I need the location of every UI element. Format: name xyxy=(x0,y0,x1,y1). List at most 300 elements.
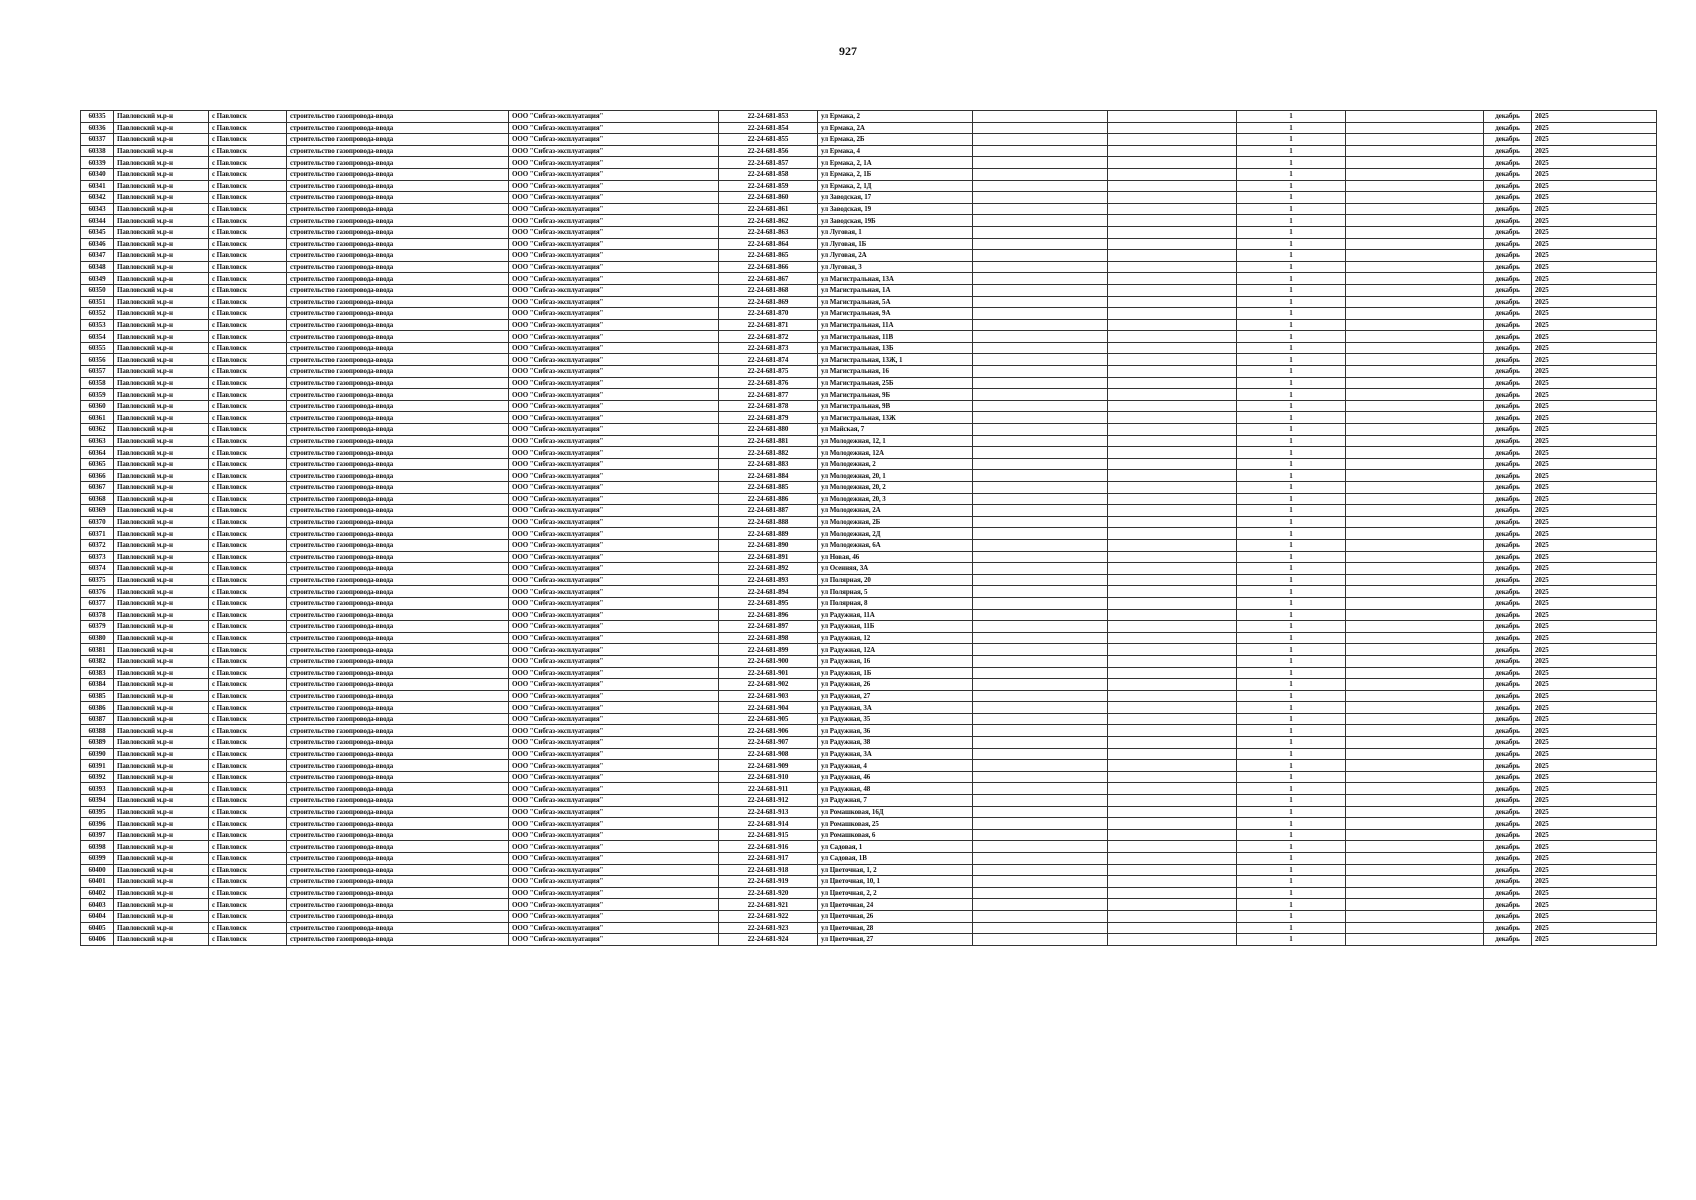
code-cell: 22-24-681-912 xyxy=(719,795,818,807)
table-row xyxy=(81,111,1657,123)
address-cell: ул Новая, 46 xyxy=(818,551,973,563)
month-cell: декабрь xyxy=(1484,122,1532,134)
settlement-cell: с Павловск xyxy=(209,887,287,899)
empty-cell xyxy=(973,887,1108,899)
address-cell: ул Полярная, 5 xyxy=(818,586,973,598)
empty-cell xyxy=(973,458,1108,470)
quantity-cell: 1 xyxy=(1237,655,1346,667)
address-cell: ул Радужная, 36 xyxy=(818,725,973,737)
month-cell: декабрь xyxy=(1484,342,1532,354)
organization-cell: ООО "Сибгаз-эксплуатация" xyxy=(509,621,719,633)
empty-cell xyxy=(1346,342,1484,354)
empty-cell xyxy=(1108,261,1237,273)
year-cell: 2025 xyxy=(1532,702,1657,714)
table-row xyxy=(81,157,1657,169)
work-type-cell: строительство газопровода-ввода xyxy=(287,284,509,296)
empty-cell xyxy=(973,296,1108,308)
month-cell: декабрь xyxy=(1484,818,1532,830)
row-number: 60387 xyxy=(81,713,114,725)
settlement-cell: с Павловск xyxy=(209,435,287,447)
code-cell: 22-24-681-899 xyxy=(719,644,818,656)
district-cell: Павловский м.р-н xyxy=(114,516,209,528)
code-cell: 22-24-681-891 xyxy=(719,551,818,563)
empty-cell xyxy=(1346,273,1484,285)
address-cell: ул Луговая, 1 xyxy=(818,226,973,238)
settlement-cell: с Павловск xyxy=(209,145,287,157)
organization-cell: ООО "Сибгаз-эксплуатация" xyxy=(509,273,719,285)
empty-cell xyxy=(1108,366,1237,378)
table-row xyxy=(81,180,1657,192)
year-cell: 2025 xyxy=(1532,725,1657,737)
code-cell: 22-24-681-920 xyxy=(719,887,818,899)
year-cell: 2025 xyxy=(1532,505,1657,517)
work-type-cell: строительство газопровода-ввода xyxy=(287,876,509,888)
quantity-cell: 1 xyxy=(1237,435,1346,447)
address-cell: ул Полярная, 8 xyxy=(818,597,973,609)
empty-cell xyxy=(1346,725,1484,737)
work-type-cell: строительство газопровода-ввода xyxy=(287,482,509,494)
organization-cell: ООО "Сибгаз-эксплуатация" xyxy=(509,284,719,296)
empty-cell xyxy=(973,934,1108,946)
year-cell: 2025 xyxy=(1532,516,1657,528)
row-number: 60376 xyxy=(81,586,114,598)
settlement-cell: с Павловск xyxy=(209,853,287,865)
code-cell: 22-24-681-895 xyxy=(719,597,818,609)
table-row xyxy=(81,354,1657,366)
month-cell: декабрь xyxy=(1484,609,1532,621)
year-cell: 2025 xyxy=(1532,644,1657,656)
month-cell: декабрь xyxy=(1484,134,1532,146)
code-cell: 22-24-681-901 xyxy=(719,667,818,679)
month-cell: декабрь xyxy=(1484,597,1532,609)
empty-cell xyxy=(973,760,1108,772)
month-cell: декабрь xyxy=(1484,308,1532,320)
empty-cell xyxy=(1108,864,1237,876)
district-cell: Павловский м.р-н xyxy=(114,841,209,853)
code-cell: 22-24-681-881 xyxy=(719,435,818,447)
address-cell: ул Ермака, 2А xyxy=(818,122,973,134)
district-cell: Павловский м.р-н xyxy=(114,168,209,180)
table-row xyxy=(81,713,1657,725)
month-cell: декабрь xyxy=(1484,226,1532,238)
month-cell: декабрь xyxy=(1484,737,1532,749)
address-cell: ул Ермака, 2 xyxy=(818,111,973,123)
row-number: 60391 xyxy=(81,760,114,772)
empty-cell xyxy=(1346,308,1484,320)
quantity-cell: 1 xyxy=(1237,458,1346,470)
month-cell: декабрь xyxy=(1484,702,1532,714)
year-cell: 2025 xyxy=(1532,934,1657,946)
work-type-cell: строительство газопровода-ввода xyxy=(287,539,509,551)
district-cell: Павловский м.р-н xyxy=(114,771,209,783)
empty-cell xyxy=(1346,134,1484,146)
row-number: 60386 xyxy=(81,702,114,714)
quantity-cell: 1 xyxy=(1237,679,1346,691)
table-row xyxy=(81,563,1657,575)
quantity-cell: 1 xyxy=(1237,586,1346,598)
empty-cell xyxy=(1346,424,1484,436)
month-cell: декабрь xyxy=(1484,250,1532,262)
month-cell: декабрь xyxy=(1484,806,1532,818)
table-row xyxy=(81,168,1657,180)
district-cell: Павловский м.р-н xyxy=(114,400,209,412)
empty-cell xyxy=(973,493,1108,505)
work-type-cell: строительство газопровода-ввода xyxy=(287,203,509,215)
empty-cell xyxy=(1346,864,1484,876)
empty-cell xyxy=(973,331,1108,343)
organization-cell: ООО "Сибгаз-эксплуатация" xyxy=(509,841,719,853)
code-cell: 22-24-681-886 xyxy=(719,493,818,505)
address-cell: ул Магистральная, 5А xyxy=(818,296,973,308)
month-cell: декабрь xyxy=(1484,470,1532,482)
organization-cell: ООО "Сибгаз-эксплуатация" xyxy=(509,111,719,123)
address-cell: ул Магистральная, 25Б xyxy=(818,377,973,389)
work-type-cell: строительство газопровода-ввода xyxy=(287,655,509,667)
empty-cell xyxy=(1108,539,1237,551)
table-row xyxy=(81,899,1657,911)
quantity-cell: 1 xyxy=(1237,447,1346,459)
month-cell: декабрь xyxy=(1484,482,1532,494)
address-cell: ул Молодежная, 2А xyxy=(818,505,973,517)
empty-cell xyxy=(973,922,1108,934)
settlement-cell: с Павловск xyxy=(209,574,287,586)
quantity-cell: 1 xyxy=(1237,516,1346,528)
address-cell: ул Ермака, 2, 1Б xyxy=(818,168,973,180)
code-cell: 22-24-681-879 xyxy=(719,412,818,424)
row-number: 60360 xyxy=(81,400,114,412)
organization-cell: ООО "Сибгаз-эксплуатация" xyxy=(509,261,719,273)
organization-cell: ООО "Сибгаз-эксплуатация" xyxy=(509,447,719,459)
empty-cell xyxy=(1346,261,1484,273)
address-cell: ул Молодежная, 20, 3 xyxy=(818,493,973,505)
row-number: 60401 xyxy=(81,876,114,888)
quantity-cell: 1 xyxy=(1237,354,1346,366)
empty-cell xyxy=(973,574,1108,586)
organization-cell: ООО "Сибгаз-эксплуатация" xyxy=(509,134,719,146)
year-cell: 2025 xyxy=(1532,679,1657,691)
district-cell: Павловский м.р-н xyxy=(114,319,209,331)
district-cell: Павловский м.р-н xyxy=(114,296,209,308)
empty-cell xyxy=(973,145,1108,157)
district-cell: Павловский м.р-н xyxy=(114,250,209,262)
empty-cell xyxy=(1108,424,1237,436)
code-cell: 22-24-681-903 xyxy=(719,690,818,702)
empty-cell xyxy=(1108,203,1237,215)
empty-cell xyxy=(1346,412,1484,424)
settlement-cell: с Павловск xyxy=(209,482,287,494)
organization-cell: ООО "Сибгаз-эксплуатация" xyxy=(509,783,719,795)
code-cell: 22-24-681-910 xyxy=(719,771,818,783)
quantity-cell: 1 xyxy=(1237,597,1346,609)
empty-cell xyxy=(1108,667,1237,679)
empty-cell xyxy=(973,447,1108,459)
address-cell: ул Луговая, 2А xyxy=(818,250,973,262)
work-type-cell: строительство газопровода-ввода xyxy=(287,192,509,204)
month-cell: декабрь xyxy=(1484,690,1532,702)
empty-cell xyxy=(973,806,1108,818)
month-cell: декабрь xyxy=(1484,516,1532,528)
settlement-cell: с Павловск xyxy=(209,238,287,250)
settlement-cell: с Павловск xyxy=(209,551,287,563)
year-cell: 2025 xyxy=(1532,296,1657,308)
month-cell: декабрь xyxy=(1484,493,1532,505)
row-number: 60373 xyxy=(81,551,114,563)
work-type-cell: строительство газопровода-ввода xyxy=(287,238,509,250)
work-type-cell: строительство газопровода-ввода xyxy=(287,748,509,760)
table-row xyxy=(81,424,1657,436)
empty-cell xyxy=(1346,609,1484,621)
organization-cell: ООО "Сибгаз-эксплуатация" xyxy=(509,366,719,378)
empty-cell xyxy=(1346,458,1484,470)
settlement-cell: с Павловск xyxy=(209,621,287,633)
district-cell: Павловский м.р-н xyxy=(114,644,209,656)
organization-cell: ООО "Сибгаз-эксплуатация" xyxy=(509,482,719,494)
work-type-cell: строительство газопровода-ввода xyxy=(287,690,509,702)
table-row xyxy=(81,737,1657,749)
organization-cell: ООО "Сибгаз-эксплуатация" xyxy=(509,806,719,818)
district-cell: Павловский м.р-н xyxy=(114,482,209,494)
settlement-cell: с Павловск xyxy=(209,713,287,725)
address-cell: ул Магистральная, 9В xyxy=(818,400,973,412)
table-row xyxy=(81,539,1657,551)
settlement-cell: с Павловск xyxy=(209,632,287,644)
address-cell: ул Радужная, 3А xyxy=(818,748,973,760)
row-number: 60348 xyxy=(81,261,114,273)
empty-cell xyxy=(1346,748,1484,760)
organization-cell: ООО "Сибгаз-эксплуатация" xyxy=(509,910,719,922)
year-cell: 2025 xyxy=(1532,621,1657,633)
empty-cell xyxy=(1108,226,1237,238)
code-cell: 22-24-681-876 xyxy=(719,377,818,389)
address-cell: ул Молодежная, 20, 1 xyxy=(818,470,973,482)
work-type-cell: строительство газопровода-ввода xyxy=(287,609,509,621)
row-number: 60339 xyxy=(81,157,114,169)
year-cell: 2025 xyxy=(1532,841,1657,853)
month-cell: декабрь xyxy=(1484,435,1532,447)
code-cell: 22-24-681-896 xyxy=(719,609,818,621)
table-row xyxy=(81,725,1657,737)
quantity-cell: 1 xyxy=(1237,574,1346,586)
organization-cell: ООО "Сибгаз-эксплуатация" xyxy=(509,157,719,169)
organization-cell: ООО "Сибгаз-эксплуатация" xyxy=(509,934,719,946)
district-cell: Павловский м.р-н xyxy=(114,528,209,540)
quantity-cell: 1 xyxy=(1237,168,1346,180)
empty-cell xyxy=(1108,887,1237,899)
address-cell: ул Магистральная, 13Ж, 1 xyxy=(818,354,973,366)
empty-cell xyxy=(1108,331,1237,343)
empty-cell xyxy=(973,899,1108,911)
year-cell: 2025 xyxy=(1532,331,1657,343)
quantity-cell: 1 xyxy=(1237,528,1346,540)
empty-cell xyxy=(973,690,1108,702)
work-type-cell: строительство газопровода-ввода xyxy=(287,771,509,783)
quantity-cell: 1 xyxy=(1237,192,1346,204)
empty-cell xyxy=(1108,284,1237,296)
table-row xyxy=(81,795,1657,807)
empty-cell xyxy=(1108,412,1237,424)
month-cell: декабрь xyxy=(1484,899,1532,911)
work-type-cell: строительство газопровода-ввода xyxy=(287,505,509,517)
organization-cell: ООО "Сибгаз-эксплуатация" xyxy=(509,563,719,575)
quantity-cell: 1 xyxy=(1237,887,1346,899)
table-row xyxy=(81,250,1657,262)
work-type-cell: строительство газопровода-ввода xyxy=(287,296,509,308)
row-number: 60355 xyxy=(81,342,114,354)
address-cell: ул Заводская, 17 xyxy=(818,192,973,204)
row-number: 60366 xyxy=(81,470,114,482)
row-number: 60361 xyxy=(81,412,114,424)
empty-cell xyxy=(1346,910,1484,922)
organization-cell: ООО "Сибгаз-эксплуатация" xyxy=(509,238,719,250)
table-row xyxy=(81,273,1657,285)
month-cell: декабрь xyxy=(1484,331,1532,343)
address-cell: ул Радужная, 48 xyxy=(818,783,973,795)
district-cell: Павловский м.р-н xyxy=(114,215,209,227)
empty-cell xyxy=(1108,528,1237,540)
empty-cell xyxy=(1108,574,1237,586)
settlement-cell: с Павловск xyxy=(209,157,287,169)
row-number: 60405 xyxy=(81,922,114,934)
work-type-cell: строительство газопровода-ввода xyxy=(287,632,509,644)
row-number: 60371 xyxy=(81,528,114,540)
address-cell: ул Магистральная, 9А xyxy=(818,308,973,320)
code-cell: 22-24-681-863 xyxy=(719,226,818,238)
table-row xyxy=(81,551,1657,563)
settlement-cell: с Павловск xyxy=(209,250,287,262)
empty-cell xyxy=(973,215,1108,227)
row-number: 60380 xyxy=(81,632,114,644)
row-number: 60395 xyxy=(81,806,114,818)
empty-cell xyxy=(973,203,1108,215)
quantity-cell: 1 xyxy=(1237,377,1346,389)
address-cell: ул Полярная, 20 xyxy=(818,574,973,586)
empty-cell xyxy=(973,111,1108,123)
year-cell: 2025 xyxy=(1532,667,1657,679)
organization-cell: ООО "Сибгаз-эксплуатация" xyxy=(509,528,719,540)
row-number: 60379 xyxy=(81,621,114,633)
organization-cell: ООО "Сибгаз-эксплуатация" xyxy=(509,122,719,134)
year-cell: 2025 xyxy=(1532,145,1657,157)
organization-cell: ООО "Сибгаз-эксплуатация" xyxy=(509,168,719,180)
organization-cell: ООО "Сибгаз-эксплуатация" xyxy=(509,864,719,876)
empty-cell xyxy=(973,482,1108,494)
row-number: 60385 xyxy=(81,690,114,702)
empty-cell xyxy=(1346,516,1484,528)
settlement-cell: с Павловск xyxy=(209,412,287,424)
empty-cell xyxy=(973,516,1108,528)
empty-cell xyxy=(1108,493,1237,505)
address-cell: ул Радужная, 27 xyxy=(818,690,973,702)
year-cell: 2025 xyxy=(1532,342,1657,354)
table-row xyxy=(81,829,1657,841)
settlement-cell: с Павловск xyxy=(209,192,287,204)
quantity-cell: 1 xyxy=(1237,818,1346,830)
code-cell: 22-24-681-883 xyxy=(719,458,818,470)
empty-cell xyxy=(973,319,1108,331)
address-cell: ул Цветочная, 24 xyxy=(818,899,973,911)
work-type-cell: строительство газопровода-ввода xyxy=(287,737,509,749)
work-type-cell: строительство газопровода-ввода xyxy=(287,111,509,123)
table-row xyxy=(81,238,1657,250)
empty-cell xyxy=(1346,192,1484,204)
address-cell: ул Магистральная, 11А xyxy=(818,319,973,331)
settlement-cell: с Павловск xyxy=(209,737,287,749)
empty-cell xyxy=(1108,702,1237,714)
empty-cell xyxy=(1108,180,1237,192)
empty-cell xyxy=(1108,621,1237,633)
empty-cell xyxy=(1108,563,1237,575)
empty-cell xyxy=(973,609,1108,621)
empty-cell xyxy=(973,702,1108,714)
settlement-cell: с Павловск xyxy=(209,922,287,934)
table-row xyxy=(81,400,1657,412)
row-number: 60340 xyxy=(81,168,114,180)
code-cell: 22-24-681-869 xyxy=(719,296,818,308)
table-row xyxy=(81,226,1657,238)
empty-cell xyxy=(1346,400,1484,412)
work-type-cell: строительство газопровода-ввода xyxy=(287,250,509,262)
district-cell: Павловский м.р-н xyxy=(114,632,209,644)
code-cell: 22-24-681-898 xyxy=(719,632,818,644)
empty-cell xyxy=(1108,934,1237,946)
address-cell: ул Радужная, 12 xyxy=(818,632,973,644)
year-cell: 2025 xyxy=(1532,655,1657,667)
empty-cell xyxy=(1346,528,1484,540)
empty-cell xyxy=(1108,157,1237,169)
organization-cell: ООО "Сибгаз-эксплуатация" xyxy=(509,713,719,725)
year-cell: 2025 xyxy=(1532,493,1657,505)
settlement-cell: с Павловск xyxy=(209,308,287,320)
empty-cell xyxy=(1108,238,1237,250)
empty-cell xyxy=(973,586,1108,598)
empty-cell xyxy=(1346,887,1484,899)
quantity-cell: 1 xyxy=(1237,342,1346,354)
empty-cell xyxy=(1346,296,1484,308)
quantity-cell: 1 xyxy=(1237,250,1346,262)
year-cell: 2025 xyxy=(1532,308,1657,320)
work-type-cell: строительство газопровода-ввода xyxy=(287,806,509,818)
month-cell: декабрь xyxy=(1484,389,1532,401)
work-type-cell: строительство газопровода-ввода xyxy=(287,180,509,192)
code-cell: 22-24-681-868 xyxy=(719,284,818,296)
empty-cell xyxy=(973,713,1108,725)
address-cell: ул Радужная, 38 xyxy=(818,737,973,749)
empty-cell xyxy=(973,261,1108,273)
work-type-cell: строительство газопровода-ввода xyxy=(287,783,509,795)
district-cell: Павловский м.р-н xyxy=(114,818,209,830)
organization-cell: ООО "Сибгаз-эксплуатация" xyxy=(509,887,719,899)
empty-cell xyxy=(973,168,1108,180)
empty-cell xyxy=(973,841,1108,853)
row-number: 60384 xyxy=(81,679,114,691)
quantity-cell: 1 xyxy=(1237,910,1346,922)
district-cell: Павловский м.р-н xyxy=(114,505,209,517)
address-cell: ул Ермака, 2, 1Д xyxy=(818,180,973,192)
code-cell: 22-24-681-888 xyxy=(719,516,818,528)
work-type-cell: строительство газопровода-ввода xyxy=(287,829,509,841)
code-cell: 22-24-681-873 xyxy=(719,342,818,354)
code-cell: 22-24-681-893 xyxy=(719,574,818,586)
code-cell: 22-24-681-900 xyxy=(719,655,818,667)
address-cell: ул Ромашковая, 16Д xyxy=(818,806,973,818)
code-cell: 22-24-681-862 xyxy=(719,215,818,227)
address-cell: ул Луговая, 3 xyxy=(818,261,973,273)
empty-cell xyxy=(1346,215,1484,227)
address-cell: ул Радужная, 26 xyxy=(818,679,973,691)
settlement-cell: с Павловск xyxy=(209,493,287,505)
table-row xyxy=(81,864,1657,876)
settlement-cell: с Павловск xyxy=(209,319,287,331)
